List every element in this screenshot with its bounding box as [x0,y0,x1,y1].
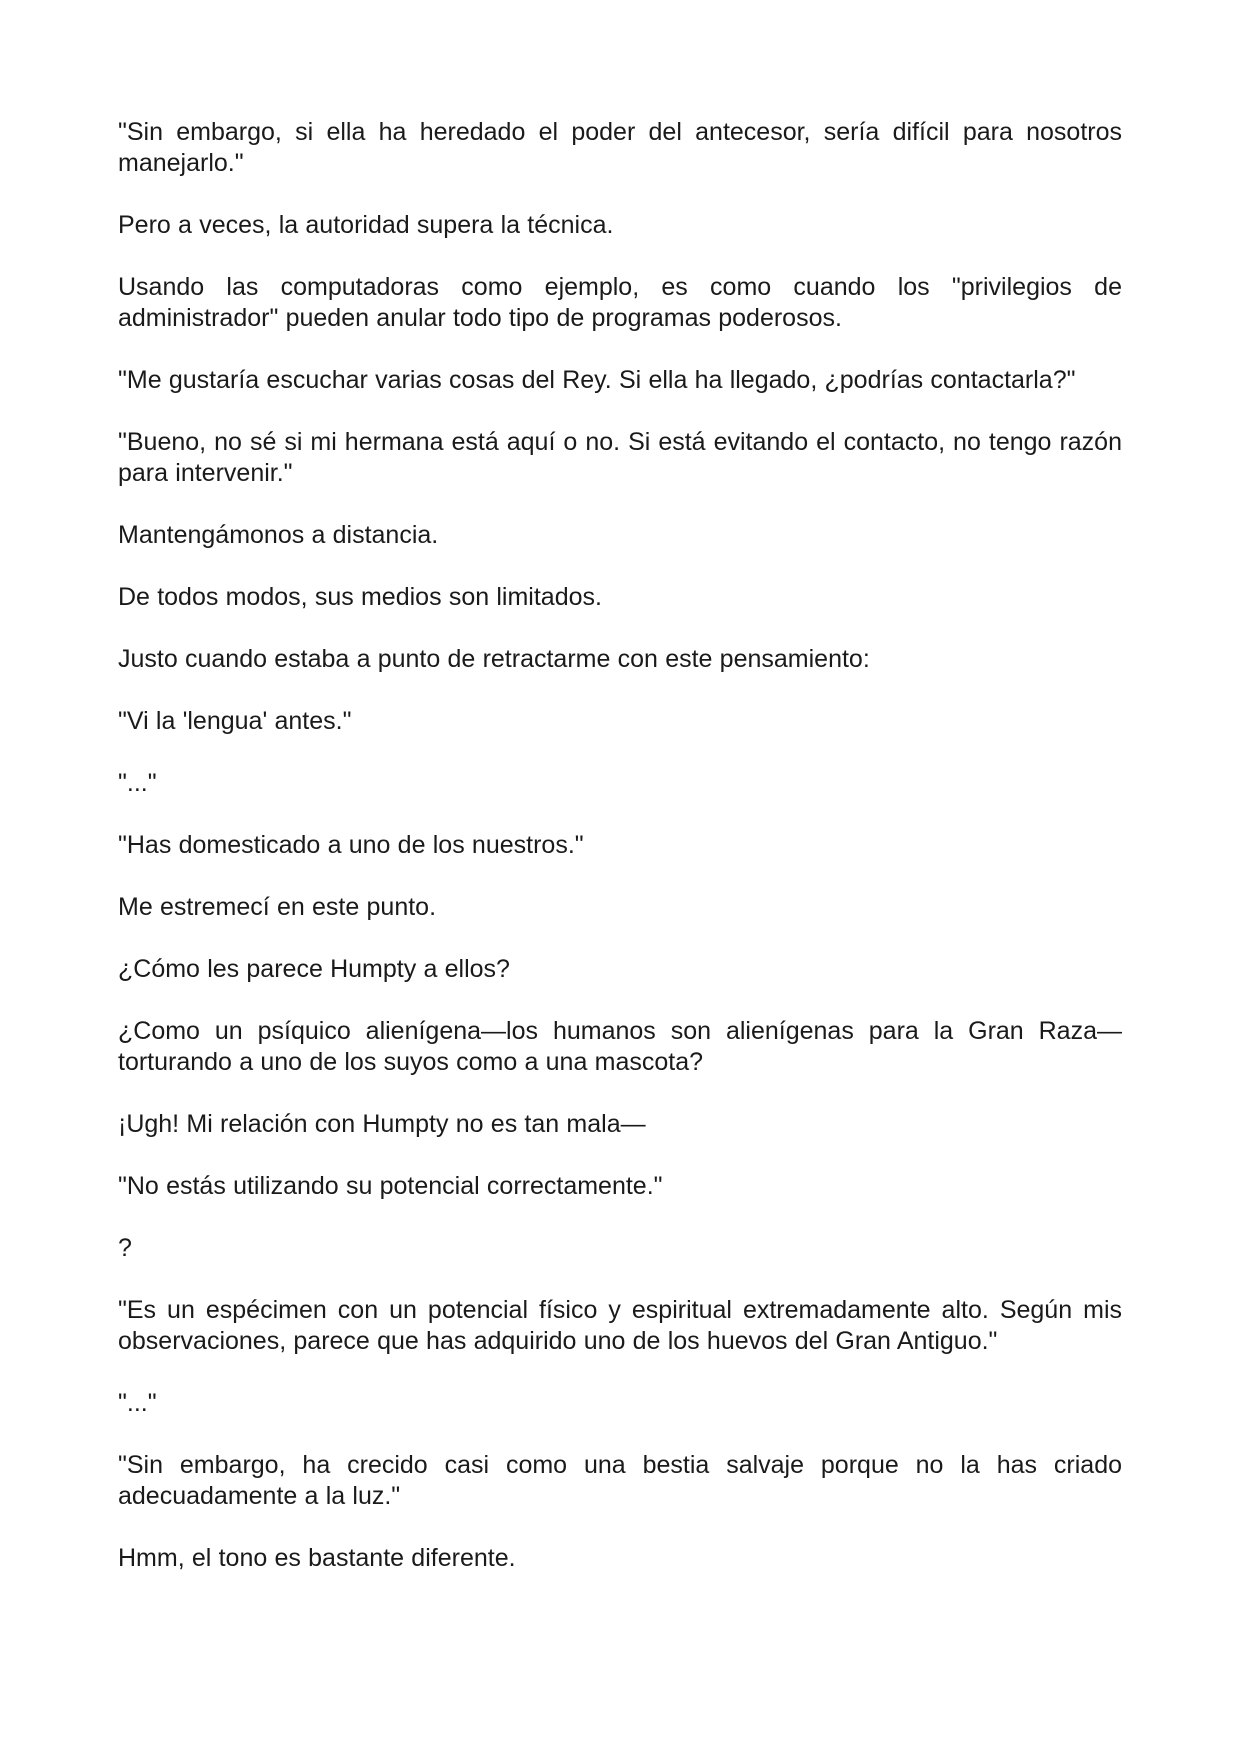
paragraph: De todos modos, sus medios son limitados. [118,583,602,611]
paragraph: Hmm, el tono es bastante diferente. [118,1544,516,1572]
paragraph: "..." [118,769,157,797]
paragraph: Pero a veces, la autoridad supera la técnica. [118,211,614,239]
paragraph: "Sin embargo, si ella ha heredado el poder del antecesor, sería difícil para nosotros manejarlo." [118,118,1122,177]
paragraph: "..." [118,1389,157,1417]
paragraph: ¿Como un psíquico alienígena—los humanos son alienígenas para la Gran Raza—torturando a uno de los suyos como a una mascota? [118,1017,1122,1076]
paragraph: "Vi la 'lengua' antes." [118,707,352,735]
paragraph: "Sin embargo, ha crecido casi como una bestia salvaje porque no la has criado adecuadamente a la luz." [118,1451,1122,1510]
paragraph: ? [118,1234,132,1262]
paragraph: Mantengámonos a distancia. [118,521,439,549]
paragraph: Usando las computadoras como ejemplo, es como cuando los "privilegios de administrador" pueden anular todo tipo de programas poderosos. [118,273,1122,332]
paragraph: ¡Ugh! Mi relación con Humpty no es tan mala— [118,1110,646,1138]
paragraph: Me estremecí en este punto. [118,893,437,921]
paragraph: "Bueno, no sé si mi hermana está aquí o no. Si está evitando el contacto, no tengo razón para intervenir." [118,428,1122,487]
paragraph: "Me gustaría escuchar varias cosas del Rey. Si ella ha llegado, ¿podrías contactarla?" [118,366,1076,394]
paragraph: "Es un espécimen con un potencial físico y espiritual extremadamente alto. Según mis observaciones, parece que has adquirido uno de los huevos del Gran Antiguo." [118,1296,1122,1355]
paragraph: Justo cuando estaba a punto de retractarme con este pensamiento: [118,645,870,673]
body-text [118,117,1122,1605]
paragraph: "Has domesticado a uno de los nuestros." [118,831,584,859]
paragraph: "No estás utilizando su potencial correctamente." [118,1172,663,1200]
paragraph: ¿Cómo les parece Humpty a ellos? [118,955,510,983]
